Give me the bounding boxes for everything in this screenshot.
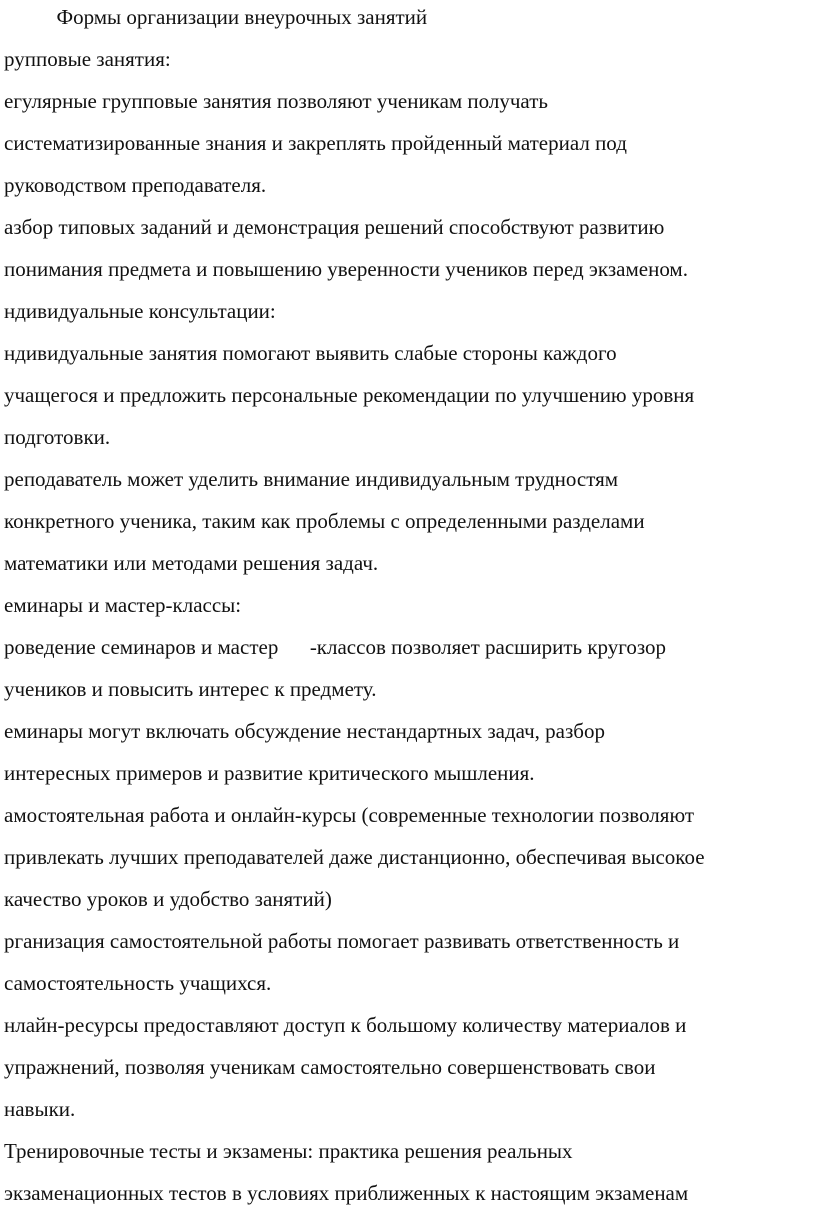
paragraph-line: систематизированные знания и закреплять пройденный материал под	[4, 131, 627, 155]
paragraph-line: ндивидуальные занятия помогают выявить слабые стороны каждого	[4, 341, 617, 365]
paragraph-line: самостоятельность учащихся.	[4, 971, 272, 995]
paragraph-line: навыки.	[4, 1097, 76, 1121]
document-title: Формы организации внеурочных занятий	[4, 5, 428, 29]
paragraph-line: упражнений, позволяя ученикам самостоятельно совершенствовать свои	[4, 1055, 656, 1079]
paragraph-line: понимания предмета и повышению уверенности учеников перед экзаменом.	[4, 257, 688, 281]
paragraph-line: роведение семинаров и мастер -классов позволяет расширить кругозор	[4, 635, 667, 659]
paragraph-line: подготовки.	[4, 425, 111, 449]
paragraph-line: ндивидуальные консультации:	[4, 299, 276, 323]
paragraph-line: егулярные групповые занятия позволяют ученикам получать	[4, 89, 548, 113]
paragraph-line: еминары и мастер-классы:	[4, 593, 242, 617]
paragraph-line: интересных примеров и развитие критического мышления.	[4, 761, 535, 785]
paragraph-line: Тренировочные тесты и экзамены: практика решения реальных	[4, 1139, 573, 1163]
paragraph-line: нлайн-ресурсы предоставляют доступ к большому количеству материалов и	[4, 1013, 687, 1037]
paragraph-line: реподаватель может уделить внимание индивидуальным трудностям	[4, 467, 619, 491]
paragraph-line: экзаменационных тестов в условиях приближенных к настоящим экзаменам	[4, 1181, 689, 1205]
paragraph-line: руководством преподавателя.	[4, 173, 267, 197]
paragraph-line: конкретного ученика, таким как проблемы с определенными разделами	[4, 509, 645, 533]
paragraph-line: азбор типовых заданий и демонстрация решений способствуют развитию	[4, 215, 665, 239]
paragraph-line: рупповые занятия:	[4, 47, 171, 71]
paragraph-line: математики или методами решения задач.	[4, 551, 379, 575]
paragraph-line: рганизация самостоятельной работы помогает развивать ответственность и	[4, 929, 680, 953]
paragraph-line: учеников и повысить интерес к предмету.	[4, 677, 377, 701]
paragraph-line: учащегося и предложить персональные рекомендации по улучшению уровня	[4, 383, 695, 407]
paragraph-line: качество уроков и удобство занятий)	[4, 887, 332, 911]
paragraph-line: амостоятельная работа и онлайн-курсы (современные технологии позволяют	[4, 803, 695, 827]
paragraph-line: привлекать лучших преподавателей даже дистанционно, обеспечивая высокое	[4, 845, 705, 869]
paragraph-line: еминары могут включать обсуждение нестандартных задач, разбор	[4, 719, 605, 743]
